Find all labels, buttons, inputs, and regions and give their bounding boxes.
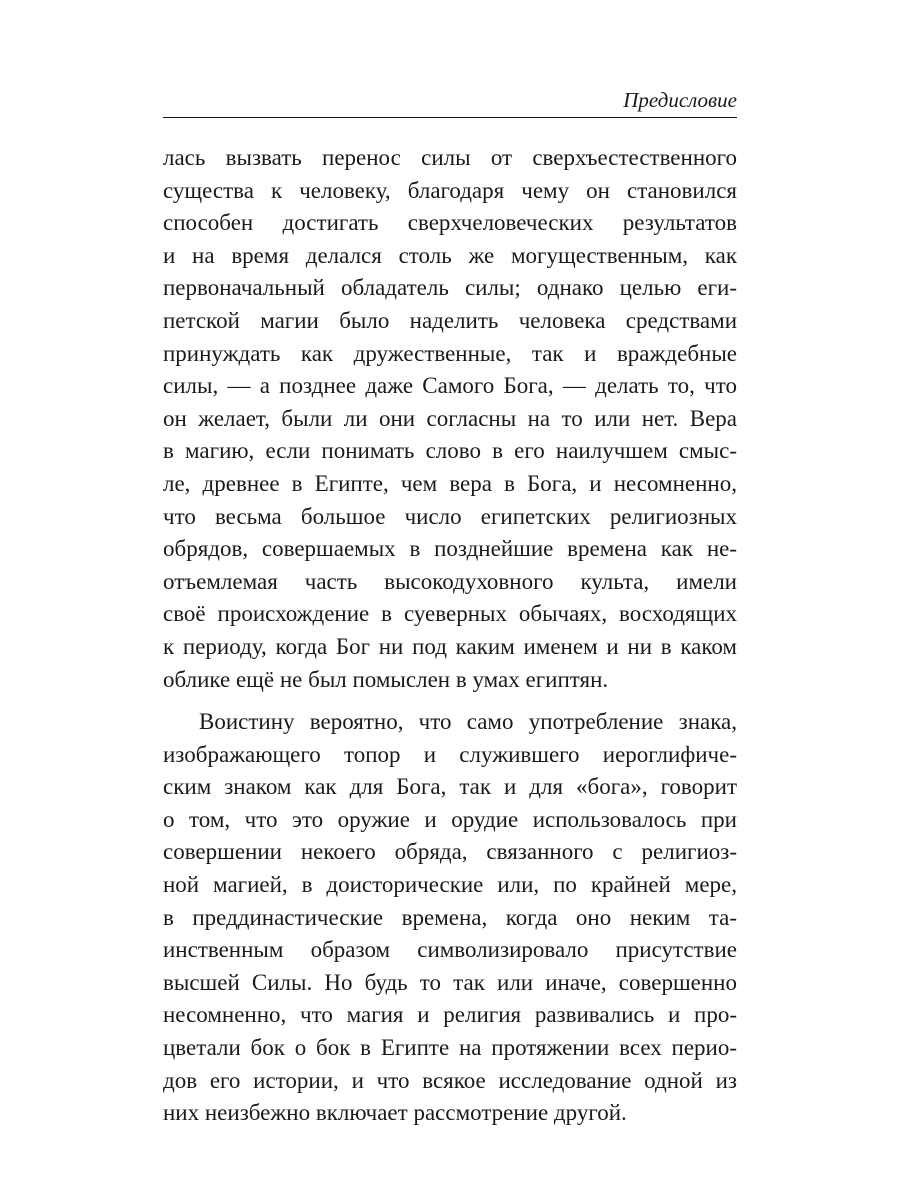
text-line: обрядов, совершаемых в позднейшие времена как не- (163, 536, 737, 562)
paragraph-gap (163, 696, 737, 706)
text-line: высшей Силы. Но будь то так или иначе, совершенно (163, 969, 737, 995)
text-line: что весьма большое число египетских религиозных (163, 503, 737, 529)
text-line: инственным образом символизировало присутствие (163, 937, 737, 963)
text-line: отъемлемая часть высокодуховного культа, имели (163, 568, 737, 594)
text-line: цветали бок о бок в Египте на протяжении всех перио- (163, 1035, 737, 1061)
text-line: в магию, если понимать слово в его наилучшем смыс- (163, 438, 737, 464)
text-line: ной магией, в доисторические или, по крайней мере, (163, 872, 737, 898)
text-line: облике ещё не был помыслен в умах египтян. (163, 666, 609, 692)
text-line: дов его истории, и что всякое исследование одной из (163, 1067, 737, 1093)
text-line: Воистину вероятно, что само употребление знака, (199, 709, 737, 735)
text-line: существа к человеку, благодаря чему он становился (163, 177, 737, 203)
text-line: них неизбежно включает рассмотрение другой. (163, 1100, 627, 1126)
running-header-title: Предисловие (623, 88, 737, 112)
text-line: лась вызвать перенос силы от сверхъестественного (163, 145, 737, 170)
text-line: изображающего топор и служившего иероглифиче- (163, 741, 737, 767)
header-rule (163, 117, 737, 118)
text-line: несомненно, что магия и религия развивались и про- (163, 1002, 737, 1028)
text-line: своё происхождение в суеверных обычаях, восходящих (163, 601, 737, 627)
text-line: способен достигать сверхчеловеческих результатов (163, 210, 737, 236)
paragraph-1 (163, 142, 737, 696)
text-line: ским знаком как для Бога, так и для «бога», говорит (163, 774, 737, 800)
text-line: ле, древнее в Египте, чем вера в Бога, и несомненно, (163, 470, 737, 496)
text-line: петской магии было наделить человека средствами (163, 307, 737, 333)
text-line: о том, что это оружие и орудие использовалось при (163, 806, 737, 832)
text-line: принуждать как дружественные, так и враждебные (163, 340, 737, 366)
text-line: и на время делался столь же могущественным, как (163, 242, 737, 268)
text-line: в преддинастические времена, когда оно неким та- (163, 904, 737, 930)
text-line: он желает, были ли они согласны на то или нет. Вера (163, 405, 737, 431)
text-line: первоначальный обладатель силы; однако целью еги- (163, 275, 737, 301)
text-line: силы, — а позднее даже Самого Бога, — делать то, что (163, 373, 737, 399)
text-line: к периоду, когда Бог ни под каким именем и ни в каком (163, 633, 737, 659)
text-line: совершении некоего обряда, связанного с религиоз- (163, 839, 737, 865)
body-text (163, 142, 737, 1130)
paragraph-2 (163, 706, 737, 1130)
